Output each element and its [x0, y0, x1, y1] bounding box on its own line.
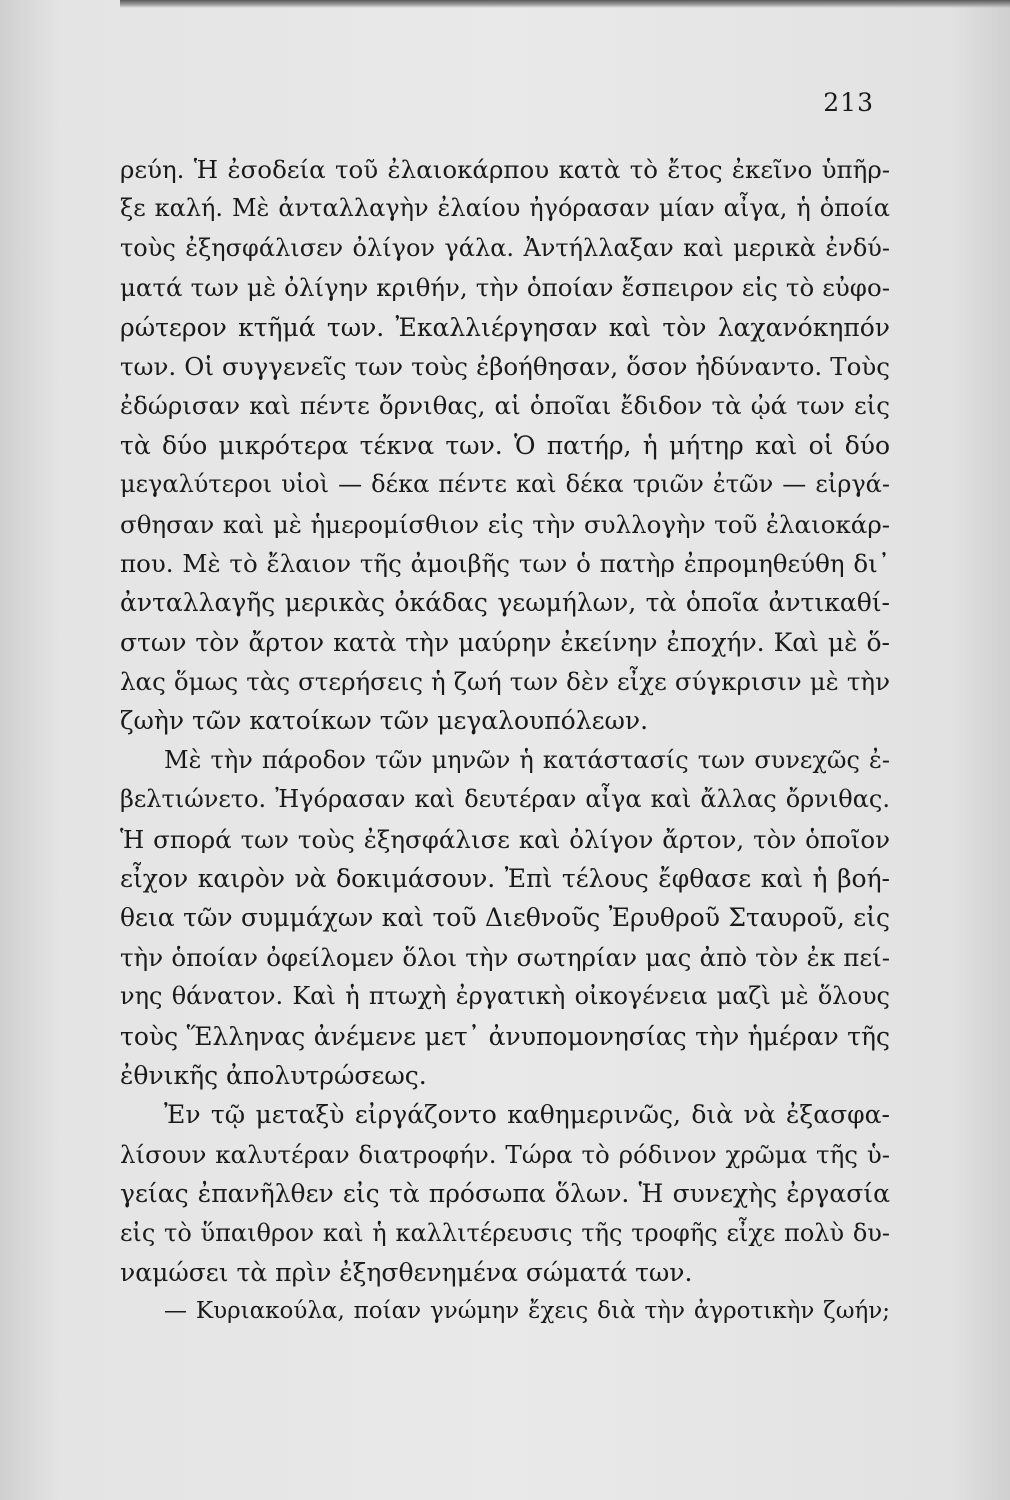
text-line: βελτιώνετο. Ἠγόρασαν καὶ δευτέραν αἶγα καὶ ἄλλας ὄρνιθας. [120, 785, 890, 814]
text-line: Ἐν τῷ μεταξὺ εἰργάζοντο καθημερινῶς, διὰ νὰ ἐξασφα- [164, 1100, 890, 1130]
text-line: — Κυριακούλα, ποίαν γνώμην ἔχεις διὰ τὴν ἀγροτικὴν ζωήν; [164, 1298, 890, 1325]
page-top-shadow [120, 0, 1010, 8]
text-line: των. Οἱ συγγενεῖς των τοὺς ἐβοήθησαν, ὅσον ἠδύναντο. Τοὺς [120, 351, 890, 381]
page-number: 213 [823, 88, 874, 117]
text-line: Ἡ σπορά των τοὺς ἐξησφάλισε καὶ ὀλίγον ἄρτον, τὸν ὁποῖον [120, 824, 890, 854]
text-line: ναμώσει τὰ πρὶν ἐξησθενημένα σώματά των. [120, 1257, 693, 1287]
text-line: στων τὸν ἄρτον κατὰ τὴν μαύρην ἐκείνην ἐποχήν. Καὶ μὲ ὅ- [120, 627, 890, 657]
text-line: γείας ἐπανῆλθεν εἰς τὰ πρόσωπα ὅλων. Ἡ συνεχὴς ἐργασία [120, 1179, 890, 1209]
text-line: Μὲ τὴν πάροδον τῶν μηνῶν ἡ κατάστασίς των συνεχῶς ἐ- [164, 745, 890, 774]
text-line: ἀνταλλαγῆς μερικὰς ὀκάδας γεωμήλων, τὰ ὁποῖα ἀντικαθί- [120, 588, 890, 618]
text-line: νης θάνατον. Καὶ ἡ πτωχὴ ἐργατικὴ οἰκογένεια μαζὶ μὲ ὅλους [120, 982, 890, 1011]
text-line: ρεύη. Ἡ ἐσοδεία τοῦ ἐλαιοκάρπου κατὰ τὸ ἔτος ἐκεῖνο ὑπῆρ- [120, 155, 890, 184]
text-line: θεια τῶν συμμάχων καὶ τοῦ Διεθνοῦς Ἐρυθροῦ Σταυροῦ, εἰς [120, 903, 890, 933]
text-line: ἐθνικῆς ἀπολυτρώσεως. [120, 1060, 427, 1090]
text-line: τὰ δύο μικρότερα τέκνα των. Ὁ πατήρ, ἡ μήτηρ καὶ οἱ δύο [120, 430, 890, 460]
text-line: ζωὴν τῶν κατοίκων τῶν μεγαλουπόλεων. [120, 706, 649, 736]
text-line: ματά των μὲ ὀλίγην κριθήν, τὴν ὁποίαν ἔσπειρον εἰς τὸ εὐφο- [120, 273, 890, 303]
text-line: λίσουν καλυτέραν διατροφήν. Τώρα τὸ ρόδινον χρῶμα τῆς ὑ- [120, 1139, 890, 1169]
text-line: ρώτερον κτῆμά των. Ἐκαλλιέργησαν καὶ τὸν λαχανόκηπόν [120, 312, 890, 342]
text-line: εἰς τὸ ὕπαιθρον καὶ ἡ καλλιτέρευσις τῆς τροφῆς εἶχε πολὺ δυ- [120, 1218, 890, 1247]
text-line: τοὺς Ἕλληνας ἀνέμενε μετ᾽ ἀνυπομονησίας τὴν ἡμέραν τῆς [120, 1021, 890, 1051]
text-line: εἶχον καιρὸν νὰ δοκιμάσουν. Ἐπὶ τέλους ἔφθασε καὶ ἡ βοή- [120, 864, 890, 894]
text-line: τὴν ὁποίαν ὀφείλομεν ὅλοι τὴν σωτηρίαν μας ἀπὸ τὸν ἐκ πεί- [120, 942, 890, 972]
body-text [120, 150, 890, 1332]
text-line: που. Μὲ τὸ ἔλαιον τῆς ἀμοιβῆς των ὁ πατὴρ ἐπρομηθεύθη δι᾽ [120, 548, 890, 578]
text-line: λας ὅμως τὰς στερήσεις ἡ ζωή των δὲν εἶχε σύγκρισιν μὲ τὴν [120, 667, 890, 697]
text-line: μεγαλύτεροι υἱοὶ — δέκα πέντε καὶ δέκα τριῶν ἐτῶν — εἰργά- [120, 470, 890, 499]
text-line: σθησαν καὶ μὲ ἡμερομίσθιον εἰς τὴν συλλογὴν τοῦ ἐλαιοκάρ- [120, 509, 890, 539]
text-line: ξε καλή. Μὲ ἀνταλλαγὴν ἐλαίου ἠγόρασαν μίαν αἶγα, ἡ ὁποία [120, 194, 890, 223]
text-line: τοὺς ἐξησφάλισεν ὀλίγον γάλα. Ἀντήλλαξαν καὶ μερικὰ ἐνδύ- [120, 233, 890, 262]
text-line: ἐδώρισαν καὶ πέντε ὄρνιθας, αἱ ὁποῖαι ἔδιδον τὰ ᾠά των εἰς [120, 391, 890, 421]
